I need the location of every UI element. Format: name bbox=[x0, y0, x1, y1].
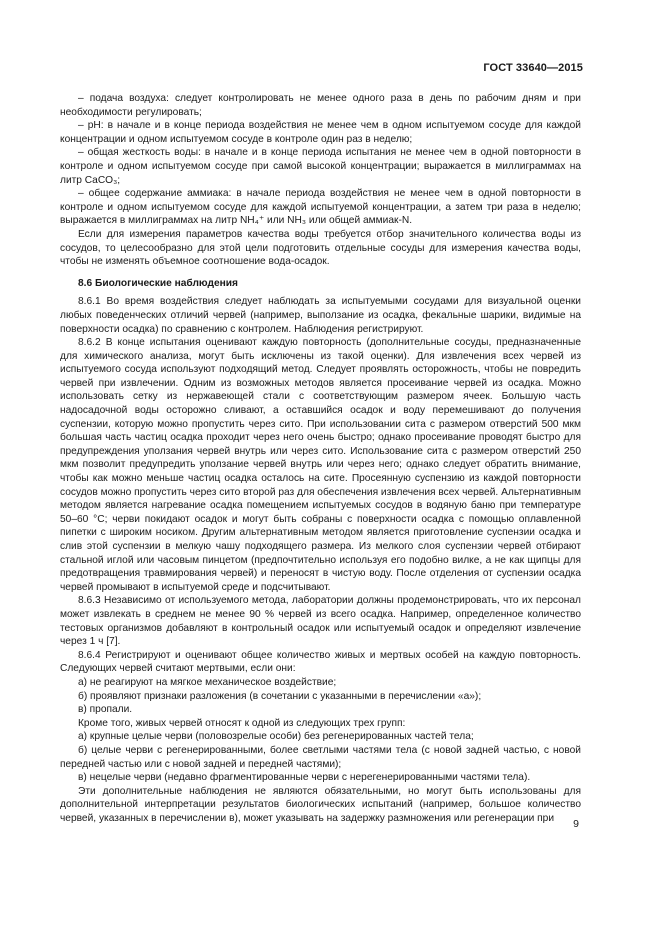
monitoring-item-ammonia: – общее содержание аммиака: в начале периода воздействия не менее чем в одной повторности в контроле и одном испытуемом сосуде для каждой испытуемой концентрации, а затем три раза в неделю; выражается в миллиграммах на литр NH₄⁺ или NH₃ или общей аммиак-N. bbox=[60, 188, 581, 227]
paragraph-8-6-2: 8.6.2 В конце испытания оценивают каждую повторность (дополнительные сосуды, предназначенные для химического анализа, могут быть исключены из такой оценки). Для извлечения всех червей из испытуемого сосуда используют подходящий метод. Следует проявлять осторожность, чтобы не повредить червей при извлечении. Одним из возможных методов является просеивание червей из осадка. Можно использовать сетку из нержавеющей стали с соответствующим размером ячеек. Большую часть надосадочной воды осторожно сливают, а оставшийся осадок и воду перемешивают до получения суспензии, которую можно пропустить через сито. При использовании сита с размером отверстий 500 мкм большая часть частиц осадка проходит через него очень быстро; однако просеивание проводят быстро для предупреждения уползания червей внутрь или через сито. Использование сита с размером отверстий 250 мкм позволит предупредить уползание червей внутрь или через него; однако следует обратить внимание, чтобы как можно меньше частиц осадка осталось на сите. Просеянную суспензию из каждой повторности сосудов можно пропустить через сито второй раз для обеспечения извлечения всех червей. Альтернативным методом является нагревание осадка помещением испытуемых сосудов в водяную баню при температуре 50–60 °С; черви покидают осадок и могут быть собраны с поверхности осадка с помощью оплавленной пипетки с широким носиком. Другим альтернативным методом является приготовление суспензии осадка и слив этой суспензии в мелкую чашу подходящего размера. Из мелкого слоя суспензии червей отбирают стальной иглой или часовым пинцетом (предпочтительно используя его подобно вилке, а не как щипцы для предотвращения травмирования червей) и переносят в чистую воду. После отделения от суспензии осадка червей промывают в испытуемой среде и подсчитывают. bbox=[60, 337, 582, 593]
water-sampling-paragraph: Если для измерения параметров качества воды требуется отбор значительного количества воды из сосудов, то целесообразно для этой цели подготовить отдельные сосуды для измерения качества воды, чтобы не изменять объемное соотношение вода-осадок. bbox=[60, 228, 581, 268]
document-code: ГОСТ 33640—2015 bbox=[483, 62, 583, 74]
live-group-b: б) целые черви с регенерированными, более светлыми частями тела (с новой задней частью, с новой передней частью или с новой задней и передней частями); bbox=[60, 744, 581, 770]
dead-criteria-b: б) проявляют признаки разложения (в сочетании с указанными в перечислении «а»); bbox=[78, 690, 482, 702]
monitoring-item-ph: – pH: в начале и в конце периода воздействия не менее чем в одном испытуемом сосуде для каждой концентрации и одном испытуемом сосуде в контроле один раз в неделю; bbox=[60, 120, 581, 145]
document-body bbox=[60, 92, 581, 825]
dead-criteria-a: а) не реагируют на мягкое механическое воздействие; bbox=[78, 676, 337, 688]
paragraph-8-6-4: 8.6.4 Регистрируют и оценивают общее количество живых и мертвых особей на каждую повторность. Следующих червей считают мертвыми, если они: bbox=[60, 649, 581, 675]
live-group-c: в) нецелые черви (недавно фрагментированные черви с нерегенерированными частями тела). bbox=[78, 772, 531, 784]
paragraph-8-6-1: 8.6.1 Во время воздействия следует наблюдать за испытуемыми сосудами для визуальной оценки любых поведенческих отличий червей (например, выползание из осадка, фекальные шарики, видимые на поверхности осадка) по сравнению с контролем. Наблюдения регистрируют. bbox=[60, 296, 581, 335]
closing-paragraph: Эти дополнительные наблюдения не являются обязательными, но могут быть использованы для дополнительной интерпретации результатов биологических испытаний (например, большое количество червей, указанных в перечислении в), может указывать на задержку размножения или регенерации при bbox=[60, 785, 581, 824]
section-heading: 8.6 Биологические наблюдения bbox=[78, 277, 238, 289]
paragraph-8-6-3: 8.6.3 Независимо от используемого метода, лаборатории должны продемонстрировать, что их персонал может извлекать в среднем не менее 90 % червей из всего осадка. Например, определенное количество тестовых организмов добавляют в контрольный осадок или испытуемый осадок и определяют извлечение через 1 ч [7]. bbox=[60, 595, 581, 648]
monitoring-item-air: – подача воздуха: следует контролировать не менее одного раза в день по рабочим дням и при необходимости регулировать; bbox=[60, 93, 581, 118]
dead-criteria-c: в) пропали. bbox=[78, 704, 133, 716]
page-number: 9 bbox=[573, 818, 579, 830]
live-groups-intro: Кроме того, живых червей относят к одной из следующих трех групп: bbox=[78, 717, 406, 729]
live-group-a: а) крупные целые черви (половозрелые особи) без регенерированных частей тела; bbox=[78, 731, 474, 743]
monitoring-item-hardness: – общая жесткость воды: в начале и в конце периода испытания не менее чем в одной повторности в контроле и одном испытуемом сосуде при самой высокой концентрации; выражается в миллиграммах на литр CaCO₃; bbox=[60, 147, 581, 186]
